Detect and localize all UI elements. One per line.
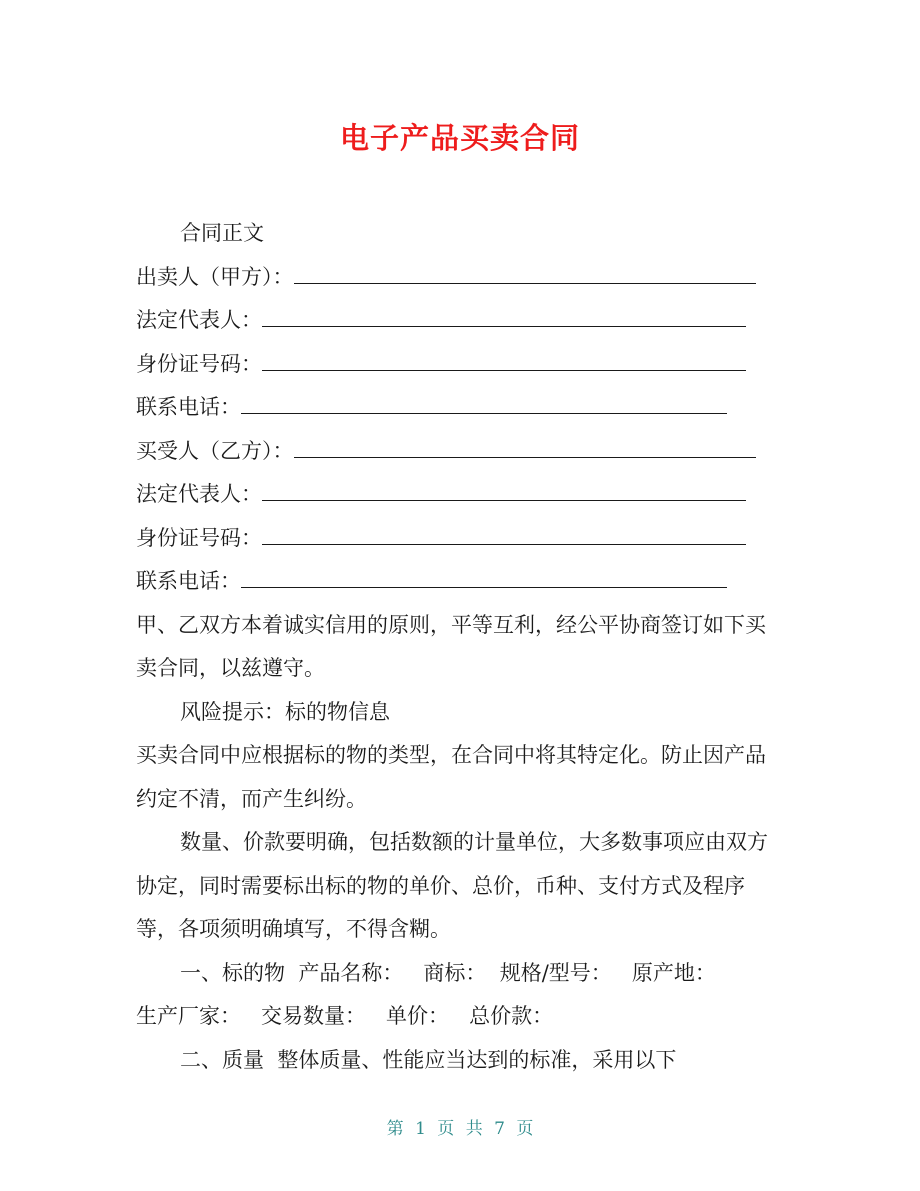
buyer-rep-label: 法定代表人： bbox=[136, 482, 262, 506]
buyer-id-blank bbox=[262, 522, 746, 545]
item2-line: 二、质量 整体质量、性能应当达到的标准，采用以下 bbox=[180, 1047, 677, 1072]
section-heading: 合同正文 bbox=[180, 221, 264, 245]
price-paragraph: 数量、价款要明确，包括数额的计量单位，大多数事项应由双方协定，同时需要标出标的物的单价、总价，币种、支付方式及程序等，各项须明确填写，不得含糊。 bbox=[136, 830, 768, 941]
seller-phone-blank bbox=[241, 391, 727, 414]
document-title: 电子产品买卖合同 bbox=[339, 121, 580, 155]
buyer-rep-row bbox=[136, 473, 786, 517]
buyer-id-label: 身份证号码： bbox=[136, 525, 262, 550]
buyer-id-row bbox=[136, 517, 786, 561]
buyer-name-blank bbox=[294, 435, 756, 458]
buyer-rep-blank bbox=[262, 478, 746, 501]
item1-line-b: 生产厂家： 交易数量： 单价： 总价款： bbox=[136, 1004, 554, 1028]
buyer-phone-label: 联系电话： bbox=[136, 569, 241, 593]
seller-name-label: 出卖人（甲方）： bbox=[136, 264, 294, 289]
risk-paragraph: 买卖合同中应根据标的物的类型，在合同中将其特定化。防止因产品约定不清，而产生纠纷。 bbox=[136, 743, 766, 811]
buyer-phone-blank bbox=[241, 565, 727, 588]
intro-paragraph: 甲、乙双方本着诚实信用的原则，平等互利，经公平协商签订如下买卖合同，以兹遵守。 bbox=[136, 612, 766, 680]
seller-name-blank bbox=[294, 261, 756, 284]
seller-rep-label: 法定代表人： bbox=[136, 308, 262, 332]
seller-phone-row bbox=[136, 386, 786, 430]
seller-id-blank bbox=[262, 348, 746, 371]
seller-rep-row bbox=[136, 299, 786, 343]
buyer-name-row bbox=[136, 430, 786, 474]
buyer-name-label: 买受人（乙方）： bbox=[136, 438, 294, 463]
seller-id-label: 身份证号码： bbox=[136, 351, 262, 376]
seller-id-row bbox=[136, 343, 786, 387]
seller-phone-label: 联系电话： bbox=[136, 395, 241, 419]
item1-line-a: 一、标的物 产品名称： 商标： 规格/型号： 原产地： bbox=[180, 960, 716, 985]
page-number: 第 1 页 共 7 页 bbox=[386, 1119, 534, 1139]
contract-body bbox=[136, 212, 786, 1082]
seller-name-row bbox=[136, 256, 786, 300]
risk-heading: 风险提示：标的物信息 bbox=[180, 699, 390, 724]
buyer-phone-row bbox=[136, 560, 786, 604]
seller-rep-blank bbox=[262, 304, 746, 327]
